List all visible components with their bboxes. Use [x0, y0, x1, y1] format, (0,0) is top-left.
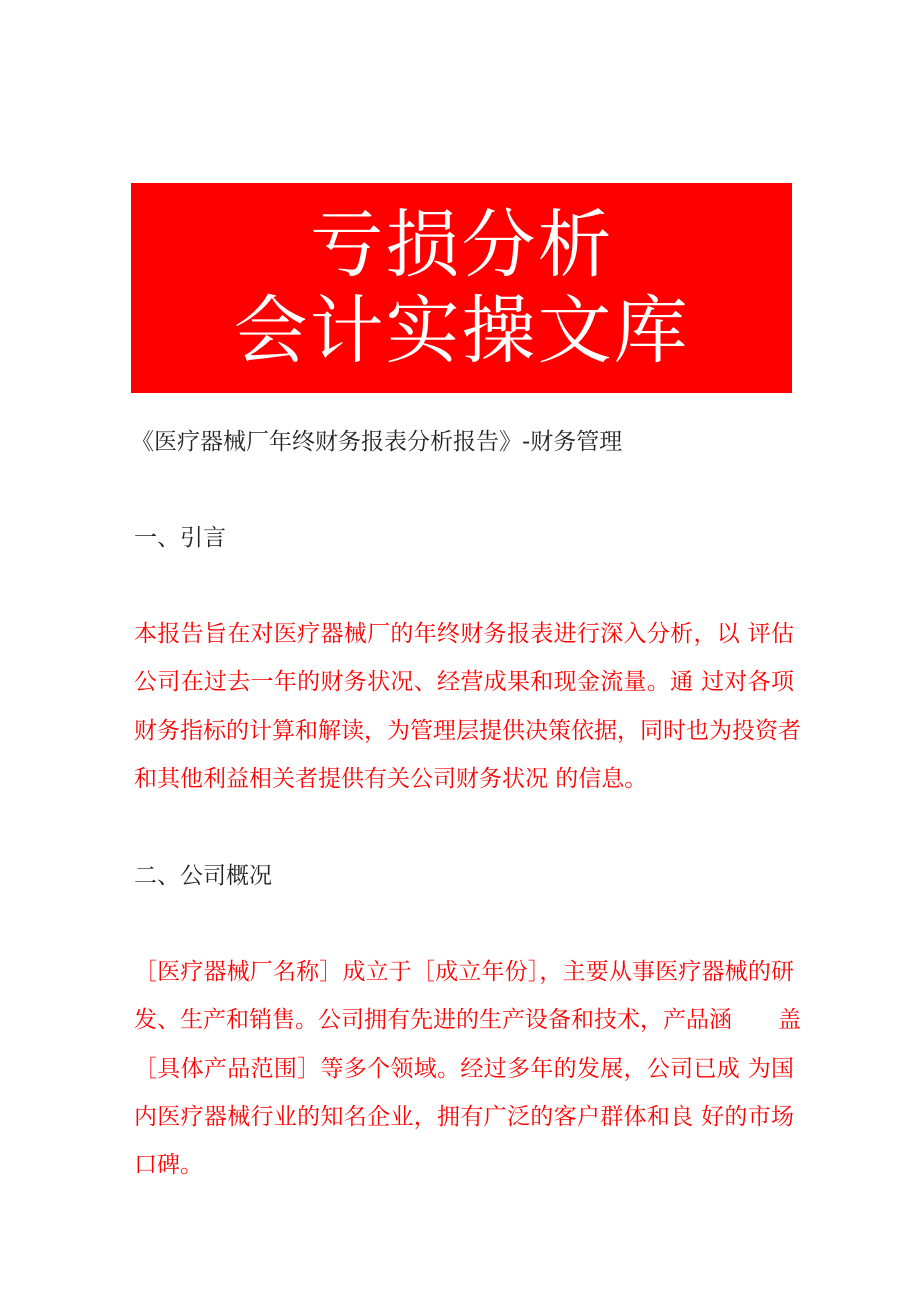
paragraph-line: ［具体产品范围］等多个领域。经过多年的发展，公司已成 为国: [134, 1055, 794, 1082]
paragraph-line: ［医疗器械厂名称］成立于［成立年份］，主要从事医疗器械的研: [134, 959, 794, 985]
paragraph-line: 和其他利益相关者提供有关公司财务状况 的信息。: [134, 765, 648, 792]
section-paragraph-company-overview: [134, 948, 801, 1189]
section-heading-introduction: 一、引言: [134, 525, 226, 551]
paragraph-line: 发、生产和销售。公司拥有先进的生产设备和技术，产品涵 盖: [134, 1007, 801, 1034]
banner-title-line-2: 会计实操文库: [233, 288, 690, 374]
paragraph-line: 财务指标的计算和解读，为管理层提供决策依据，同时也为投资者: [134, 717, 801, 744]
section-paragraph-introduction: [134, 610, 801, 803]
banner-title-line-1: 亏损分析: [309, 202, 614, 288]
paragraph-line: 公司在过去一年的财务状况、经营成果和现金流量。通 过对各项: [134, 669, 794, 696]
title-banner: [131, 183, 792, 393]
paragraph-line: 内医疗器械行业的知名企业，拥有广泛的客户群体和良 好的市场: [134, 1103, 794, 1130]
paragraph-line: 本报告旨在对医疗器械厂的年终财务报表进行深入分析，以 评估: [134, 621, 794, 647]
paragraph-line: 口碑。: [134, 1152, 203, 1179]
section-heading-company-overview: 二、公司概况: [134, 863, 272, 889]
document-title: 《医疗器械厂年终财务报表分析报告》-财务管理: [131, 429, 623, 455]
